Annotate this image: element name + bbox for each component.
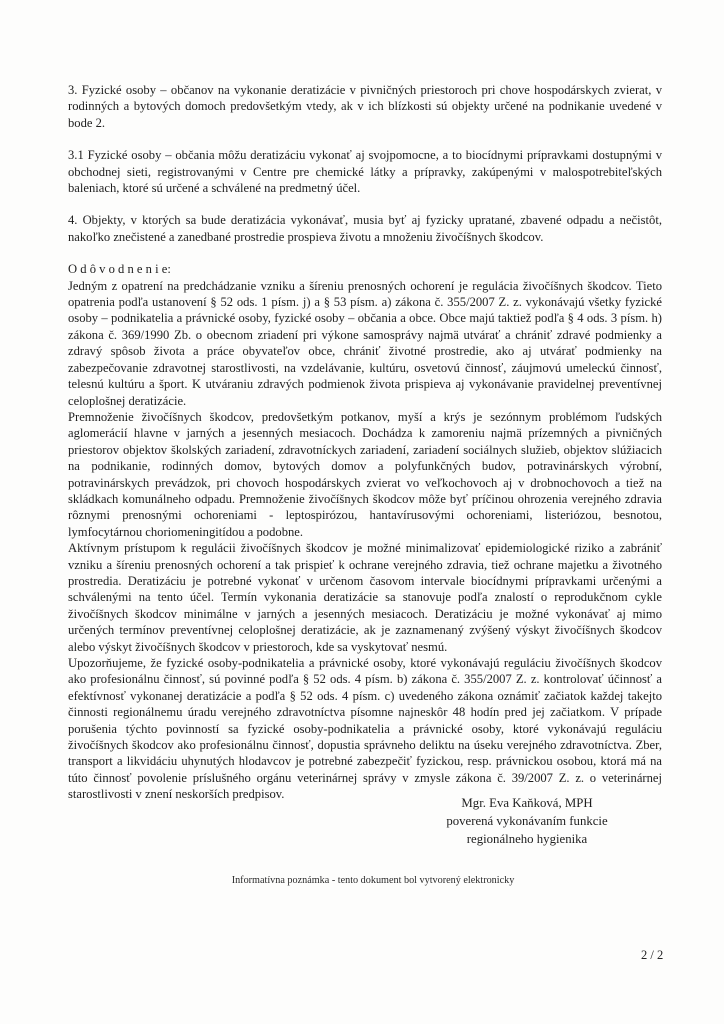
paragraph-item-3: 3. Fyzické osoby – občanov na vykonanie deratizácie v pivničných priestoroch pri chove hospodárskych zvierat, v rodinných a bytových domoch predovšetkým vtedy, ak v ich blízkosti sú objekty určené na podnikanie uvedené v bode 2. xyxy=(68,83,662,130)
justification-paragraph-4: Upozorňujeme, že fyzické osoby-podnikatelia a právnické osoby, ktoré vykonávajú reguláciu živočíšnych škodcov ako profesionálnu činnosť, sú povinné podľa § 52 ods. 4 písm. b) zákona č. 355/2007 Z. z. kontrolovať účinnosť a efektívnosť vykonanej deratizácie a podľa § 52 ods. 4 písm. c) uvedeného zákona oznámiť začiatok každej takejto činnosti regionálnemu úradu verejného zdravotníctva písomne najneskôr 48 hodín pred jej začiatkom. V prípade porušenia týchto povinností sa fyzické osoby-podnikatelia a právnické osoby, ktoré vykonávajú reguláciu živočíšnych škodcov ako profesionálnu činnosť, dopustia správneho deliktu na úseku verejného zdravotníctva. Zber, transport a likvidáciu uhynutých hlodavcov je potrebné zabezpečiť fyzickou, resp. právnickou osobou, ktorá má na túto činnosť povolenie príslušného orgánu veterinárnej správy v zmysle zákona č. 39/2007 Z. z. o veterinárnej starostlivosti v znení neskorších predpisov. xyxy=(68,656,662,802)
signatory-role-line-1: poverená vykonávaním funkcie xyxy=(446,814,608,828)
justification-paragraph-3: Aktívnym prístupom k regulácii živočíšnych škodcov je možné minimalizovať epidemiologické riziko a zabrániť vzniku a šíreniu prenosných ochorení a tak prispieť k ochrane verejného zdravia, tiež ochrane majetku a životného prostredia. Deratizáciu je potrebné vykonať v určenom časovom intervale biocídnymi prípravkami určenými a schválenými na tento účel. Termín vykonania deratizácie sa stanovuje podľa znalostí o reprodukčnom cykle živočíšnych škodcov minimálne v jarných a jesenných mesiacoch. Deratizáciu je možné vykonávať aj mimo určených termínov preventívnej celoplošnej deratizácie, ak je zaznamenaný zvýšený výskyt živočíšnych škodcov alebo výskyt živočíšnych škodcov v priestoroch, kde sa vyskytovať nesmú. xyxy=(68,541,662,654)
signatory-name: Mgr. Eva Kaňková, MPH xyxy=(461,796,593,810)
justification-paragraph-2: Premnoženie živočíšnych škodcov, predovšetkým potkanov, myší a krýs je sezónnym problémom ľudských aglomerácií hlavne v jarných a jesenných mesiacoch. Dochádza k zamoreniu najmä prízemných a pivničných priestorov objektov školských zariadení, zdravotníckych zariadení, zariadení sociálnych služieb, objektov slúžiacich na podnikanie, rodinných domov, bytových domov a polyfunkčných budov, potravinárskych výrobní, potravinárskych prevádzok, pri chovoch hospodárskych zvierat vo veľkochovoch aj v drobnochovoch a tiež na skládkach komunálneho odpadu. Premnoženie živočíšnych škodcov môže byť príčinou ohrozenia verejného zdravia rôznymi prenosnými ochoreniami - leptospirózou, hantavírusovými ochoreniami, listeriózou, besnotou, lymfocytárnou choriomeningitídou a podobne. xyxy=(68,409,662,539)
justification-heading: O d ô v o d n e n i e: xyxy=(68,262,171,277)
paragraph-item-3-1: 3.1 Fyzické osoby – občania môžu deratizáciu vykonať aj svojpomocne, a to biocídnymi prípravkami dostupnými v obchodnej sieti, registrovanými v Centre pre chemické látky a prípravky, zakúpenými v malospotrebiteľských baleniach, ktoré sú určené a schválené na predmetný účel. xyxy=(68,148,662,196)
signature-block xyxy=(330,794,724,848)
paragraph-item-4: 4. Objekty, v ktorých sa bude deratizácia vykonávať, musia byť aj fyzicky upratané, zbavené odpadu a nečistôt, nakoľko znečistené a zanedbané prostredie prospieva životu a množeniu živočíšnych škodcov. xyxy=(68,213,662,244)
page-number: 2 / 2 xyxy=(641,948,664,962)
electronic-document-note: Informatívna poznámka - tento dokument bol vytvorený elektronicky xyxy=(231,875,515,886)
justification-paragraph-1: Jedným z opatrení na predchádzanie vzniku a šíreniu prenosných ochorení je regulácia živočíšnych škodcov. Tieto opatrenia podľa ustanovení § 52 ods. 1 písm. j) a § 53 písm. a) zákona č. 355/2007 Z. z. vykonávajú všetky fyzické osoby – podnikatelia a právnické osoby, fyzické osoby – občania a obce. Obce majú taktiež podľa § 4 ods. 3 písm. h) zákona č. 369/1990 Zb. o obecnom zriadení pri výkone samosprávy najmä utvárať a chrániť zdravé podmienky a zdravý spôsob života a práce obyvateľov obce, chrániť životné prostredie, ako aj utvárať podmienky na zabezpečovanie zdravotnej starostlivosti, na vzdelávanie, kultúru, osvetovú činnosť, záujmovú umeleckú činnosť, telesnú kultúru a šport. K utváraniu zdravých podmienok života prispieva aj vykonávanie pravidelnej preventívnej celoplošnej deratizácie. xyxy=(68,278,662,408)
signatory-role-line-2: regionálneho hygienika xyxy=(466,832,588,846)
document-body xyxy=(68,82,662,803)
